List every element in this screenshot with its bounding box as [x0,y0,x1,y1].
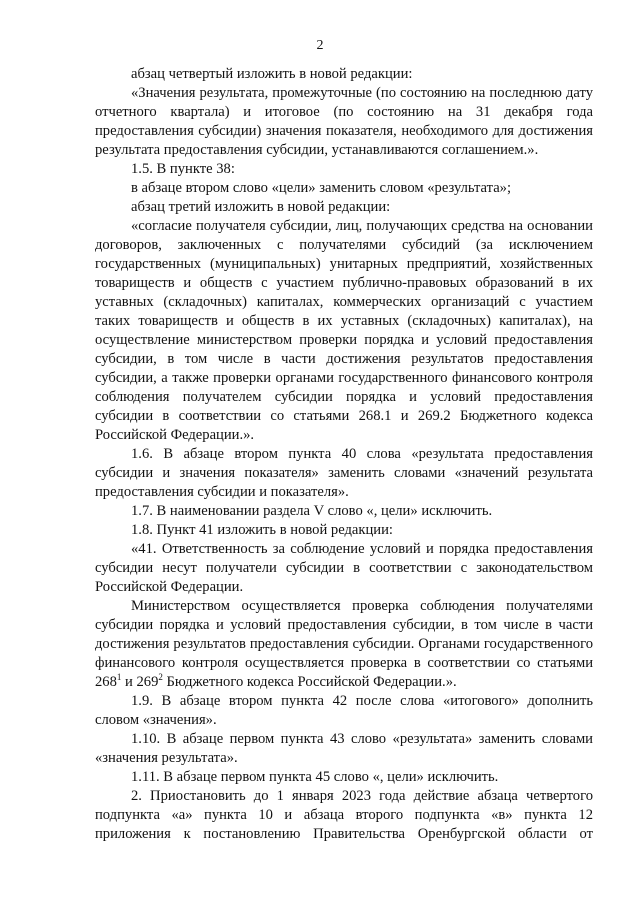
paragraph-12: 1.9. В абзаце втором пункта 42 после слова «итогового» дополнить словом «значения». [95,693,593,728]
paragraph-4: в абзаце втором слово «цели» заменить словом «результата»; [131,180,512,196]
paragraph-8: 1.7. В наименовании раздела V слово «, цели» исключить. [131,503,493,519]
paragraph-11-text-before: Министерством осуществляется проверка соблюдения получателями субсидии порядка и условий предоставления субсидии, в том числе в части достижения результатов предоставления субсидии. Органами государственного финансового контроля осуществляется проверка в соответствии со статьями 268 [95,598,593,690]
paragraph-9: 1.8. Пункт 41 изложить в новой редакции: [131,522,393,538]
paragraph-6: «согласие получателя субсидии, лиц, получающих средства на основании договоров, заключенных с получателями субсидий (за исключением государственных (муниципальных) унитарных предприятий, хозяйственных товариществ и обществ с участием публично-правовых образований в их уставных (складочных) капиталах, коммерческих организаций с участием таких товариществ и обществ в их уставных (складочных) капиталах), на осуществление министерством проверки порядка и условий предоставления субсидии, в том числе в части достижения результатов предоставления субсидии, а также проверки органами государственного финансового контроля соблюдения получателем субсидии порядка и условий предоставления субсидии в соответствии со статьями 268.1 и 269.2 Бюджетного кодекса Российской Федерации.». [95,218,593,443]
page-number: 2 [316,38,324,53]
paragraph-15: 2. Приостановить до 1 января 2023 года действие абзаца четвертого подпункта «а» пункта 10 и абзаца второго подпункта «в» пункта 12 приложения к постановлению Правительства Оренбургской области от [95,788,593,842]
paragraph-7: 1.6. В абзаце втором пункта 40 слова «результата предоставления субсидии и значения показателя» заменить словами «значений результата предоставления субсидии и показателя». [95,446,593,500]
paragraph-13: 1.10. В абзаце первом пункта 43 слово «результата» заменить словами «значения результата». [95,731,593,766]
superscript-1: 1 [116,672,122,683]
document-body [95,65,593,844]
paragraph-11-text-mid: и 269 [121,674,159,690]
paragraph-11-text-after: Бюджетного кодекса Российской Федерации.». [162,674,457,690]
paragraph-14: 1.11. В абзаце первом пункта 45 слово «, цели» исключить. [131,769,499,785]
paragraph-10: «41. Ответственность за соблюдение условий и порядка предоставления субсидии несут получатели субсидии в соответствии с законодательством Российской Федерации. [95,541,593,595]
paragraph-3: 1.5. В пункте 38: [131,161,235,177]
paragraph-2: «Значения результата, промежуточные (по состоянию на последнюю дату отчетного квартала) и итоговое (по состоянию на 31 декабря года предоставления субсидии) значения показателя, необходимого для достижения результата предоставления субсидии, устанавливаются соглашением.». [95,85,593,158]
paragraph-11 [95,597,593,692]
paragraph-1: абзац четвертый изложить в новой редакции: [131,66,413,82]
paragraph-5: абзац третий изложить в новой редакции: [131,199,391,215]
superscript-2: 2 [158,672,163,683]
